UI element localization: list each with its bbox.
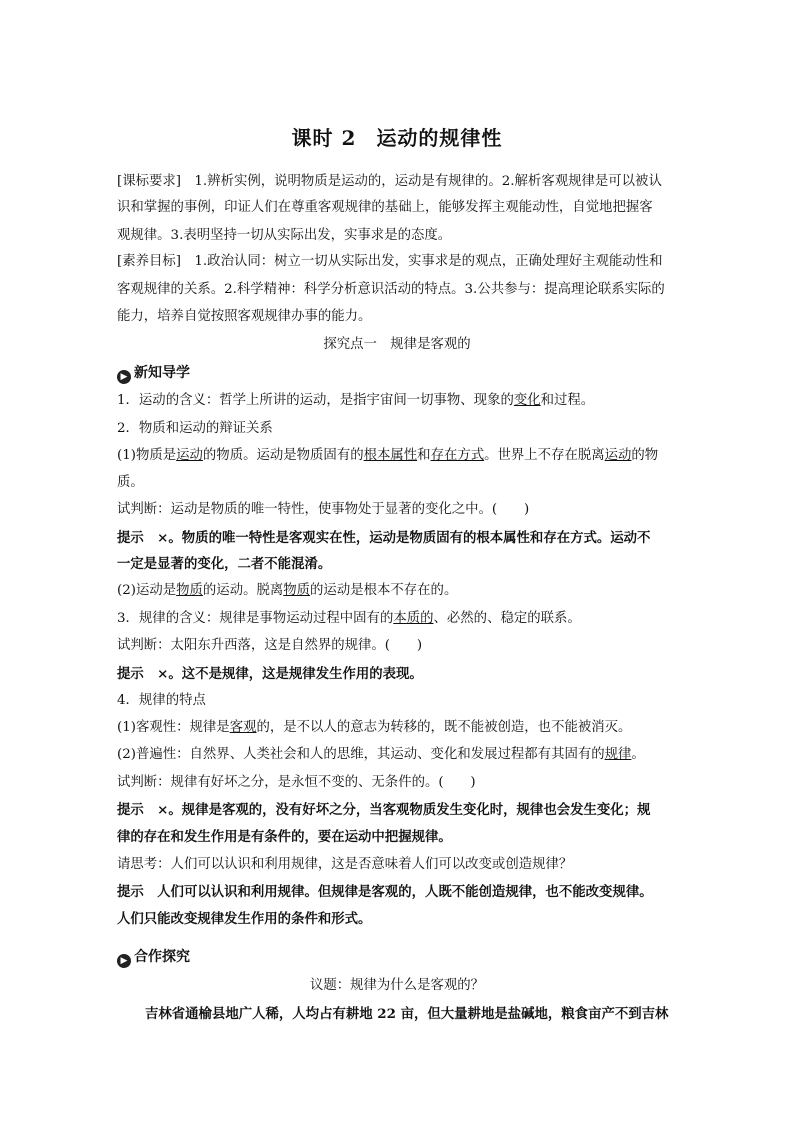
item-4-1: (1)客观性：规律是客观的，是不以人的意志为转移的，既不能被创造，也不能被消灭。 <box>117 720 632 735</box>
hint-2: 提示 ×。这不是规律，这是规律发生作用的表现。 <box>117 666 423 682</box>
item-2-title: 2．物质和运动的辩证关系 <box>117 421 273 436</box>
item-4-title: 4．规律的特点 <box>117 693 206 708</box>
lesson-topic: 运动的规律性 <box>376 126 503 150</box>
lesson-number: 课时 2 <box>291 126 357 150</box>
hint-4-line-2: 人们只能改变规律发生作用的条件和形式。 <box>117 911 372 927</box>
section-cooperative-inquiry <box>117 946 190 968</box>
answer-underline: 运动 <box>176 448 203 463</box>
hint-1-line-1: 提示 ×。物质的唯一特性是客观实在性，运动是物质固有的根本属性和存在方式。运动不 <box>117 530 651 546</box>
discussion-topic: 议题：规律为什么是客观的？ <box>309 978 485 993</box>
explore-point-title: 探究点一 规律是客观的 <box>323 337 471 352</box>
item-2-1-cont: 质。 <box>117 475 144 490</box>
standards-line-1: [课标要求] 1.辨析实例，说明物质是运动的，运动是有规律的。2.解析客观规律是可以被认 <box>117 174 662 189</box>
answer-underline: 根本属性 <box>363 448 418 463</box>
goals-line-3: 能力，培养自觉按照客观规律办事的能力。 <box>117 309 372 324</box>
standards-line-2: 识和掌握的事例，印证人们在尊重客观规律的基础上，能够发挥主观能动性，自觉地把握客 <box>117 200 653 215</box>
item-2-1: (1)物质是运动的物质。运动是物质固有的根本属性和存在方式。世界上不存在脱离运动的物 <box>117 448 659 463</box>
answer-underline: 本质的 <box>393 611 434 626</box>
item-2-2: (2)运动是物质的运动。脱离物质的运动是根本不存在的。 <box>117 583 458 598</box>
item-3: 3．规律的含义：规律是事物运动过程中固有的本质的、必然的、稳定的联系。 <box>117 611 581 626</box>
play-circle-icon: ▶ <box>117 954 131 968</box>
answer-underline: 存在方式 <box>430 448 485 463</box>
hint-1-line-2: 一定是显著的变化，二者不能混淆。 <box>117 556 332 572</box>
lesson-title <box>0 122 794 151</box>
hint-3-line-1: 提示 ×。规律是客观的，没有好坏之分，当客观物质发生变化时，规律也会发生变化；规 <box>117 802 651 818</box>
answer-underline: 变化 <box>513 393 541 408</box>
answer-underline: 物质 <box>283 583 311 598</box>
goals-line-2: 客观规律的关系。2.科学精神：科学分析意识活动的特点。3.公共参与：提高理论联系实际的 <box>117 282 665 297</box>
case-paragraph-line-1: 吉林省通榆县地广人稀，人均占有耕地 22 亩，但大量耕地是盐碱地，粮食亩产不到吉林 <box>145 1006 669 1022</box>
item-1: 1．运动的含义：哲学上所讲的运动，是指宇宙间一切事物、现象的变化和过程。 <box>117 393 595 408</box>
answer-underline: 运动 <box>604 448 632 463</box>
section-label: 合作探究 <box>134 949 190 965</box>
section-label: 新知导学 <box>134 365 190 381</box>
standards-line-3: 观规律。3.表明坚持一切从实际出发，实事求是的态度。 <box>117 228 452 243</box>
play-circle-icon: ▶ <box>117 370 131 384</box>
section-new-knowledge <box>117 362 190 384</box>
answer-underline: 物质 <box>176 583 203 598</box>
think-question: 请思考：人们可以认识和利用规律，这是否意味着人们可以改变或创造规律？ <box>117 857 573 872</box>
hint-4-line-1: 提示 人们可以认识和利用规律。但规律是客观的，人既不能创造规律，也不能改变规律。 <box>117 884 653 900</box>
hint-3-line-2: 律的存在和发生作用是有条件的，要在运动中把握规律。 <box>117 829 452 845</box>
answer-underline: 规律 <box>604 747 632 762</box>
goals-line-1: [素养目标] 1.政治认同：树立一切从实际出发，实事求是的观点，正确处理好主观能动性和 <box>117 254 663 269</box>
answer-underline: 客观 <box>229 720 257 735</box>
judge-2: 试判断：太阳东升西落，这是自然界的规律。( ) <box>117 638 423 653</box>
judge-3: 试判断：规律有好坏之分，是永恒不变的、无条件的。( ) <box>117 775 476 790</box>
item-4-2: (2)普遍性：自然界、人类社会和人的思维，其运动、变化和发展过程都有其固有的规律。 <box>117 747 645 762</box>
judge-1: 试判断：运动是物质的唯一特性，使事物处于显著的变化之中。( ) <box>117 502 530 517</box>
